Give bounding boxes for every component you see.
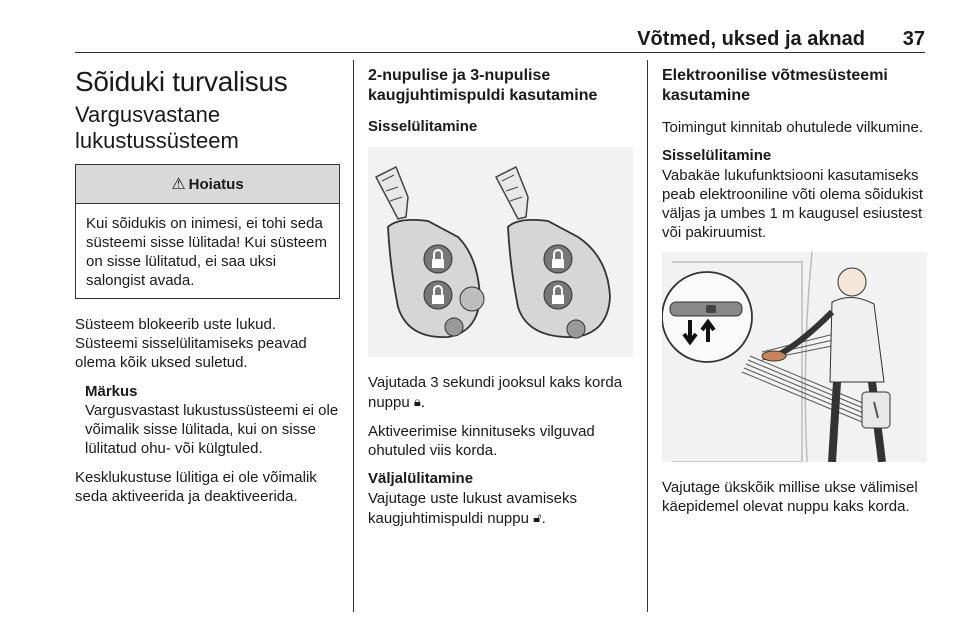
- person-figure: [762, 268, 890, 462]
- column-divider: [647, 60, 648, 612]
- section-title: Sõiduki turvalisus: [75, 66, 288, 97]
- note-box: [85, 382, 340, 458]
- paragraph: Toimingut kinnitab ohutulede vilkumine.: [662, 119, 923, 136]
- page-header: [75, 28, 925, 53]
- warning-triangle-icon: ⚠: [171, 176, 186, 193]
- note-title: Märkus: [85, 383, 138, 400]
- key-fob-right: [496, 167, 610, 338]
- column-2: [368, 60, 633, 538]
- column-1: [75, 60, 340, 516]
- remote-keys-illustration: [368, 147, 633, 357]
- section-heading: Elektroonilise võtmesüsteemi kasutamine: [662, 67, 888, 104]
- key-fob-left: [376, 167, 484, 337]
- zoom-circle: [662, 272, 752, 362]
- unlock-icon: 🔓︎: [533, 510, 542, 525]
- page-number: 37: [902, 28, 925, 50]
- note-text: Vargusvastast lukustussüsteemi ei ole võimalik sisse lülitada, kui on sisse lülitatud ohu- või külgtuled.: [85, 402, 339, 457]
- key-fob-in-hand: [762, 351, 786, 361]
- warning-title: Hoiatus: [188, 175, 244, 193]
- handle-button-icon: [706, 305, 716, 313]
- subheading-on: Sisselülitamine: [662, 147, 772, 164]
- paragraph: Vajutage uste lukust avamiseks kaugjuhtimispuldi nuppu 🔓︎.: [368, 490, 577, 527]
- paragraph: Vajutada 3 sekundi jooksul kaks korda nuppu 🔒︎.: [368, 374, 623, 411]
- warning-box: [75, 164, 340, 299]
- chapter-title: Võtmed, uksed ja aknad: [637, 28, 865, 50]
- column-3: [662, 60, 927, 526]
- section-heading: 2-nupulise ja 3-nupulise kaugjuhtimispuldi kasutamine: [368, 67, 598, 104]
- section-subtitle: Vargusvastane lukustussüsteem: [75, 102, 239, 153]
- paragraph: Aktiveerimise kinnituseks vilguvad ohutuled viis korda.: [368, 423, 595, 459]
- remote-key-fobs-image: [368, 147, 633, 357]
- paragraph: Vajutage ükskõik millise ukse välimisel käepidemel olevat nuppu kaks korda.: [662, 479, 918, 515]
- paragraph: Kesklukustuse lülitiga ei ole võimalik seda aktiveerida ja deaktiveerida.: [75, 469, 317, 505]
- warning-text: Kui sõidukis on inimesi, ei tohi seda süsteemi sisse lülitada! Kui süsteem on sisse lülitatud, ei saa uksi salongist avada.: [86, 215, 327, 289]
- subheading-off: Väljalülitamine: [368, 470, 474, 487]
- keyless-entry-image: [662, 252, 927, 462]
- keyless-entry-illustration: [662, 252, 927, 462]
- lock-icon: 🔒︎: [413, 394, 421, 409]
- subheading-on: Sisselülitamine: [368, 118, 478, 135]
- paragraph: Süsteem blokeerib uste lukud. Süsteemi sisselülitamiseks peavad olema kõik uksed suletud.: [75, 316, 307, 371]
- column-divider: [353, 60, 354, 612]
- paragraph: Vabakäe lukufunktsiooni kasutamiseks peab elektrooniline võti olema sõidukist väljas ja umbes 1 m kaugusel esiustest või pakiruumist.: [662, 167, 923, 241]
- warning-header: [76, 165, 339, 204]
